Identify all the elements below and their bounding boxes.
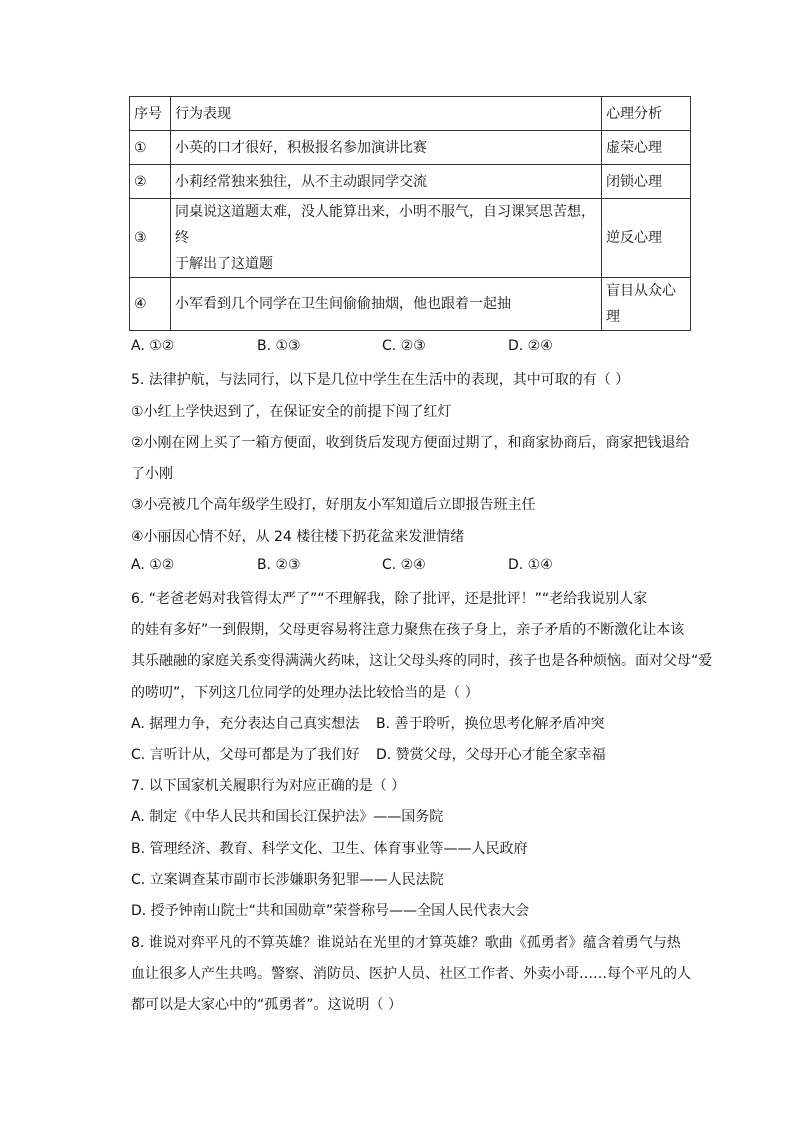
q5-item: ①小红上学快迟到了，在保证安全的前提下闯了红灯 <box>131 404 452 420</box>
q6-option-d: D. 赞赏父母，父母开心才能全家幸福 <box>376 747 606 763</box>
header-analysis: 心理分析 <box>602 97 691 131</box>
table-header-row <box>130 97 691 131</box>
q6-stem-line: 其乐融融的家庭关系变得满满火药味，这让父母头疼的同时，孩子也是各种烦恼。面对父母“爱 <box>131 653 713 669</box>
q5-option-d: D. ①④ <box>508 557 553 573</box>
row-number: ③ <box>130 199 171 278</box>
row-behavior: 小莉经常独来独往，从不主动跟同学交流 <box>171 165 602 199</box>
q5-option-b: B. ②③ <box>257 557 301 573</box>
table-row <box>130 199 691 278</box>
q6-stem-line: 的娃有多好”一到假期，父母更容易将注意力聚焦在孩子身上，亲子矛盾的不断激化让本该 <box>131 622 685 638</box>
q8-stem-line: 都可以是大家心中的“孤勇者”。这说明（ ） <box>131 997 402 1013</box>
q7-option: A. 制定《中华人民共和国长江保护法》——国务院 <box>131 809 444 825</box>
row-number: ① <box>130 131 171 165</box>
row-behavior: 小英的口才很好，积极报名参加演讲比赛 <box>171 131 602 165</box>
row-analysis: 虚荣心理 <box>602 131 691 165</box>
header-behavior: 行为表现 <box>171 97 602 131</box>
q4-option-d: D. ②④ <box>508 338 553 354</box>
row-behavior: 小军看到几个同学在卫生间偷偷抽烟，他也跟着一起抽 <box>171 278 602 331</box>
q5-item: ④小丽因心情不好，从 24 楼往楼下扔花盆来发泄情绪 <box>131 529 465 545</box>
table-row <box>130 278 691 331</box>
q4-option-c: C. ②③ <box>382 338 426 354</box>
q6-stem-line: 的唠叨”，下列这几位同学的处理办法比较恰当的是（ ） <box>131 685 479 701</box>
row-analysis: 盲目从众心理 <box>602 278 691 331</box>
q4-option-b: B. ①③ <box>257 338 301 354</box>
q6-stem-line: 6. “老爸老妈对我管得太严了”“不理解我，除了批评，还是批评！”“老给我说别人家 <box>131 591 648 607</box>
q6-option-b: B. 善于聆听，换位思考化解矛盾冲突 <box>376 716 605 732</box>
table-row <box>130 131 691 165</box>
q8-stem-line: 8. 谁说对弈平凡的不算英雄？谁说站在光里的才算英雄？歌曲《孤勇者》蕴含着勇气与热 <box>131 935 681 951</box>
q5-item: ②小刚在网上买了一箱方便面，收到货后发现方便面过期了，和商家协商后，商家把钱退给 <box>131 435 690 451</box>
row-analysis: 闭锁心理 <box>602 165 691 199</box>
q5-item: 了小刚 <box>131 466 173 482</box>
table-row <box>130 165 691 199</box>
row-analysis: 逆反心理 <box>602 199 691 278</box>
header-number: 序号 <box>130 97 171 131</box>
q7-stem: 7. 以下国家机关履职行为对应正确的是（ ） <box>131 778 406 794</box>
q7-option: D. 授予钟南山院士“共和国勋章”荣誉称号——全国人民代表大会 <box>131 903 530 919</box>
row-number: ② <box>130 165 171 199</box>
q4-option-a: A. ①② <box>131 338 175 354</box>
q7-option: C. 立案调查某市副市长涉嫌职务犯罪——人民法院 <box>131 872 444 888</box>
q7-option: B. 管理经济、教育、科学文化、卫生、体育事业等——人民政府 <box>131 841 528 857</box>
q5-option-a: A. ①② <box>131 557 175 573</box>
row-number: ④ <box>130 278 171 331</box>
row-behavior-line: 于解出了这道题 <box>175 256 273 272</box>
row-behavior-line: 同桌说这道题太难，没人能算出来，小明不服气，自习课冥思苦想，终 <box>175 204 595 246</box>
q8-stem-line: 血让很多人产生共鸣。警察、消防员、医护人员、社区工作者、外卖小哥……每个平凡的人 <box>131 966 691 982</box>
q6-option-c: C. 言听计从，父母可都是为了我们好 <box>131 747 360 763</box>
q5-item: ③小亮被几个高年级学生殴打，好朋友小军知道后立即报告班主任 <box>131 497 536 513</box>
q5-option-c: C. ②④ <box>382 557 426 573</box>
behavior-analysis-table <box>129 96 691 331</box>
row-behavior <box>171 199 602 278</box>
q6-option-a: A. 据理力争，充分表达自己真实想法 <box>131 716 360 732</box>
q5-stem: 5. 法律护航，与法同行，以下是几位中学生在生活中的表现，其中可取的有（ ） <box>131 372 630 388</box>
